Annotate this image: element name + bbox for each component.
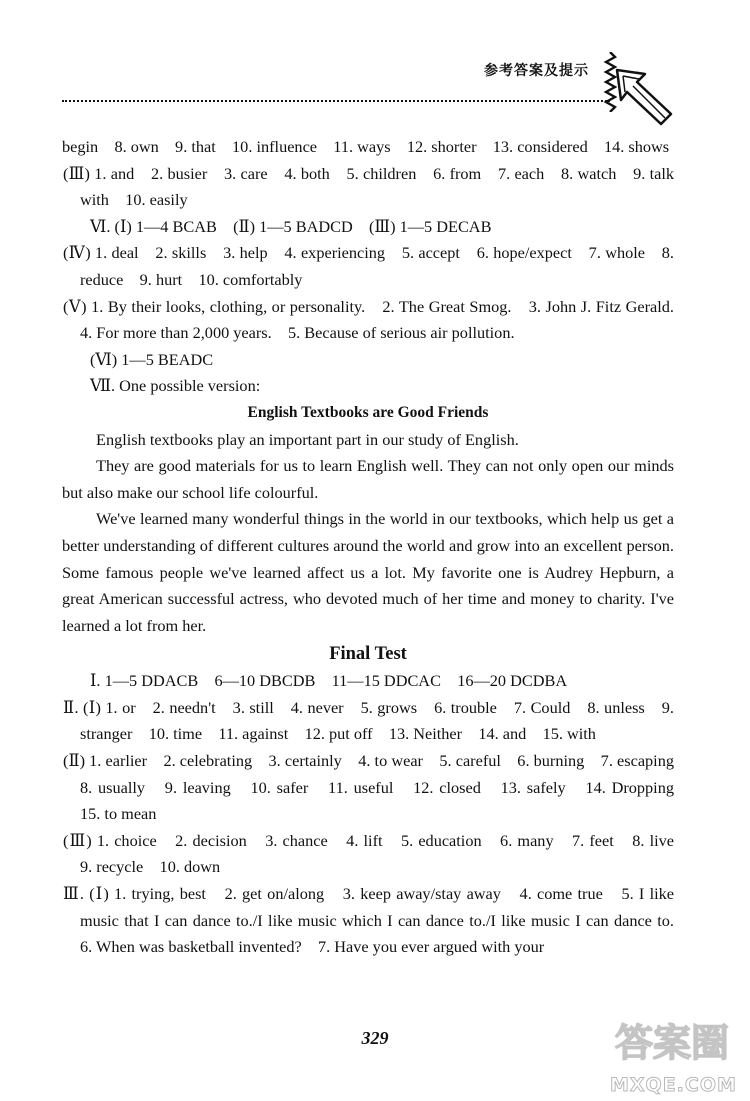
answer-line: (Ⅵ) 1—5 BEADC xyxy=(90,349,214,369)
answer-line: (Ⅲ) 1. and 2. busier 3. care 4. both 5. children 6. from 7. each 8. watch 9. talk with 10. easily xyxy=(63,163,674,210)
answer-content xyxy=(62,134,691,961)
essay-paragraph: We've learned many wonderful things in the world in our textbooks, which help us get a better understanding of different cultures around the world and grow into an excellent person. Some famous people we've learned affect us a lot. My favorite one is Audrey Hepburn, a great American successful actress, who devoted much of her time and money to charity. I've learned a lot from her. xyxy=(62,509,674,635)
final-test-line: Ⅲ. (Ⅰ) 1. trying, best 2. get on/along 3. keep away/stay away 4. come true 5. I like music that I can dance to./I like music which I can dance to./I like music I can dance to. 6. When was basketball invented? 7. Have you ever argued with your xyxy=(63,884,691,957)
final-test-line: (Ⅱ) 1. earlier 2. celebrating 3. certainly 4. to wear 5. careful 6. burning 7. escaping 8. usually 9. leaving 10. safer 11. useful 12. closed 13. safely 14. Dropping 15. to mean xyxy=(63,751,691,824)
section-title-final-test: Final Test xyxy=(329,644,407,665)
final-test-line: Ⅰ. 1—5 DDACB 6—10 DBCDB 11—15 DDCAC 16—20 DCDBA xyxy=(90,671,568,691)
header-dotted-rule xyxy=(62,100,610,102)
essay-paragraph: They are good materials for us to learn English well. They can not only open our minds but also make our school life colourful. xyxy=(62,456,674,502)
essay-title: English Textbooks are Good Friends xyxy=(247,403,489,421)
answer-line: begin 8. own 9. that 10. influence 11. ways 12. shorter 13. considered 14. shows xyxy=(62,137,670,156)
answer-line: Ⅶ. One possible version: xyxy=(90,376,261,396)
pointer-arrow-icon xyxy=(615,68,675,126)
answer-line: Ⅵ. (Ⅰ) 1—4 BCAB (Ⅱ) 1—5 BADCD (Ⅲ) 1—5 DECAB xyxy=(90,216,492,236)
watermark-site-text: MXQE.COM xyxy=(610,1074,737,1096)
answer-line: (Ⅴ) 1. By their looks, clothing, or personality. 2. The Great Smog. 3. John J. Fitz Gerald. 4. For more than 2,000 years. 5. Because of serious air pollution. xyxy=(63,296,691,343)
watermark-logo-icon xyxy=(595,1010,745,1076)
page-number: 329 xyxy=(361,1028,389,1048)
final-test-line: Ⅱ. (Ⅰ) 1. or 2. needn't 3. still 4. never 5. grows 6. trouble 7. Could 8. unless 9. stranger 10. time 11. against 12. put off 13. Neither 14. and 15. with xyxy=(63,697,674,744)
running-header-title: 参考答案及提示 xyxy=(484,63,589,79)
answer-line: (Ⅳ) 1. deal 2. skills 3. help 4. experiencing 5. accept 6. hope/expect 7. whole 8. reduce 9. hurt 10. comfortably xyxy=(63,243,674,289)
watermark-logo-text: 答案圈 xyxy=(615,1021,730,1065)
essay-paragraph: English textbooks play an important part in our study of English. xyxy=(96,429,519,449)
final-test-line: (Ⅲ) 1. choice 2. decision 3. chance 4. lift 5. education 6. many 7. feet 8. live 9. recycle 10. down xyxy=(63,830,691,877)
